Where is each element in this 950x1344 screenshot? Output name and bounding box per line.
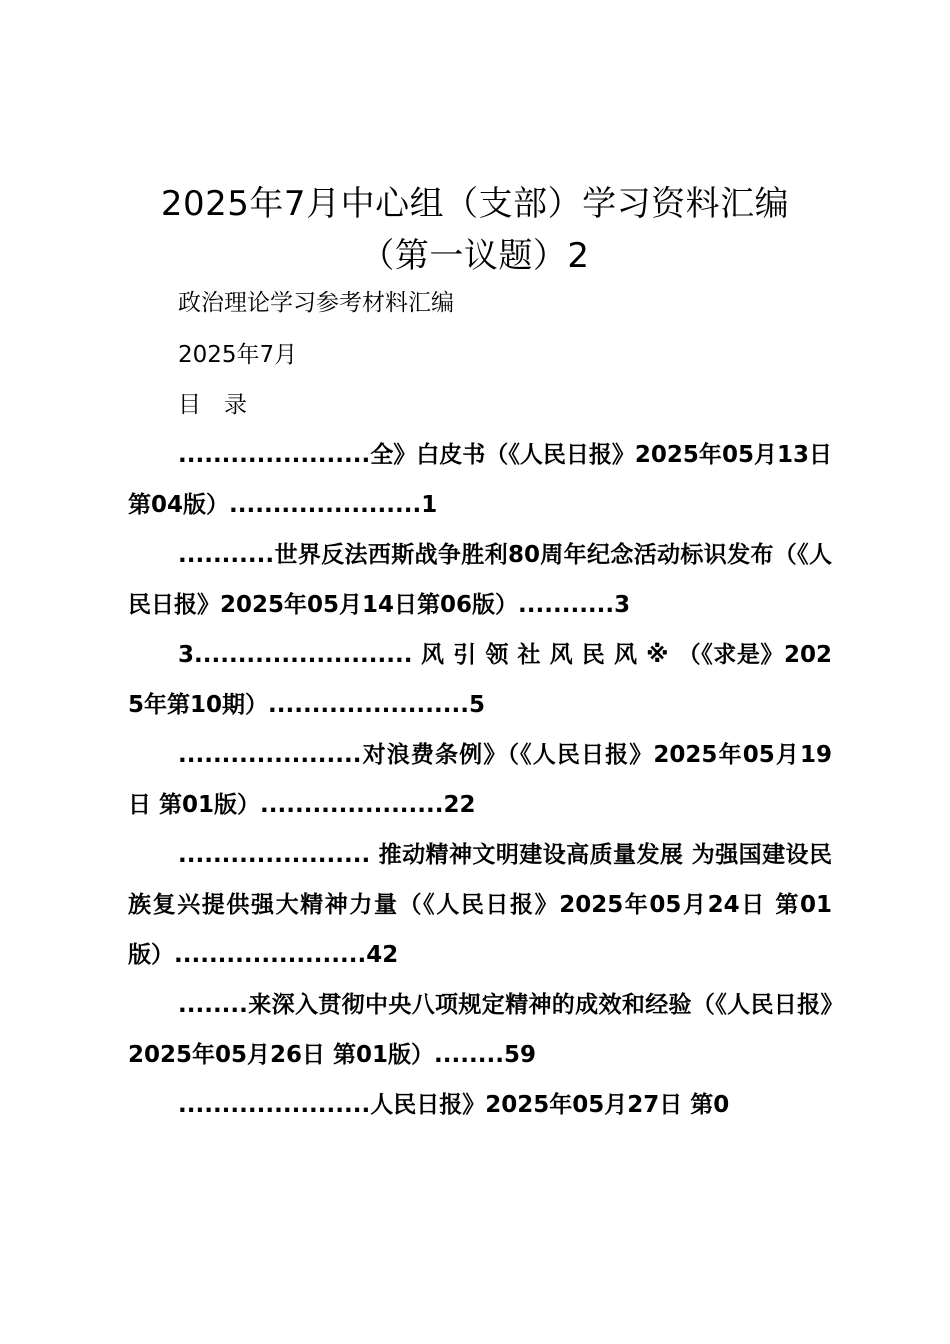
table-of-contents <box>128 430 832 1130</box>
toc-heading: 目 录 <box>178 392 247 418</box>
toc-entry[interactable]: .....................对浪费条例》（《人民日报》2025年05月19日 第01版）.....................22 <box>128 742 832 818</box>
toc-entry[interactable]: ........来深入贯彻中央八项规定精神的成效和经验（《人民日报》2025年05月26日 第01版）........59 <box>128 992 832 1068</box>
toc-entry[interactable]: ......................全》白皮书（《人民日报》2025年05月13日 第04版）......................1 <box>128 442 832 518</box>
toc-entry[interactable]: ......................人民日报》2025年05月27日 第0 <box>178 1092 730 1118</box>
document-title <box>120 178 830 282</box>
toc-entry[interactable]: 3......................... 风 引 领 社 风 民 风 ※ （《求是》2025年第10期）.......................5 <box>128 642 832 718</box>
subtitle: 政治理论学习参考材料汇编 <box>178 290 454 316</box>
toc-entry[interactable]: ...................... 推动精神文明建设高质量发展 为强国建设民族复兴提供强大精神力量（《人民日报》2025年05月24日 第01版）......................42 <box>128 842 832 968</box>
title-line-2: （第一议题）2 <box>360 236 590 276</box>
date-line: 2025年7月 <box>178 342 298 368</box>
toc-entry[interactable]: ...........世界反法西斯战争胜利80周年纪念活动标识发布（《人民日报》2025年05月14日第06版）...........3 <box>128 542 832 618</box>
title-line-1: 2025年7月中心组（支部）学习资料汇编 <box>160 184 790 224</box>
